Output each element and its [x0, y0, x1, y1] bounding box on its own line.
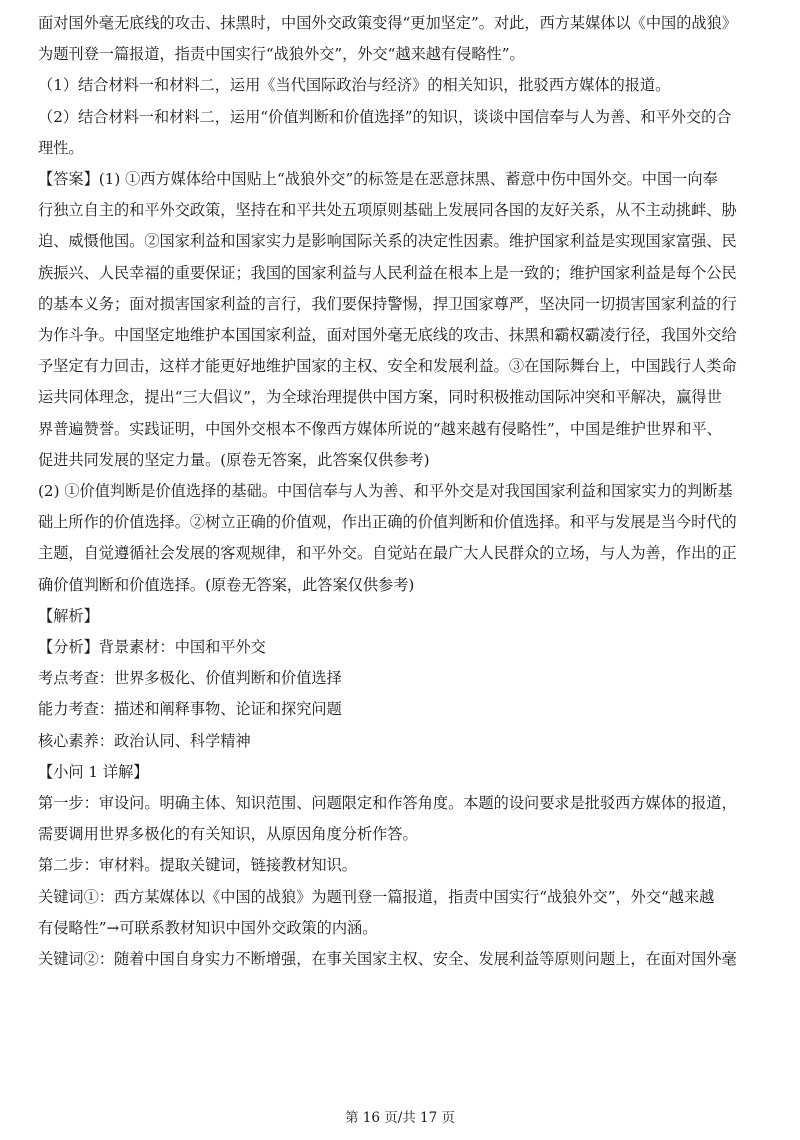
text-line: （2）结合材料一和材料二，运用“价值判断和价值选择”的知识，谈谈中国信奉与人为善、和平外交的合 — [38, 107, 732, 126]
detail-heading — [38, 757, 768, 788]
detail-keyword-1 — [38, 882, 768, 944]
analysis-heading — [38, 601, 768, 632]
analysis-suyang — [38, 726, 768, 757]
text-line: 族振兴、人民幸福的重要保证；我国的国家利益与人民利益在根本上是一致的；维护国家利益是每个公民 — [38, 263, 737, 282]
text-line: 确价值判断和价值选择。(原卷无答案，此答案仅供参考) — [38, 575, 415, 594]
text-line: 行独立自主的和平外交政策，坚持在和平共处五项原则基础上发展同各国的友好关系，从不主动挑衅、胁 — [38, 201, 737, 220]
material-paragraph — [38, 8, 768, 70]
text-line: 需要调用世界多极化的有关知识，从原因角度分析作答。 — [38, 825, 418, 844]
text-line: 为作斗争。中国坚定地维护本国国家利益，面对国外毫无底线的攻击、抹黑和霸权霸凌行径，我国外交给 — [38, 326, 737, 345]
detail-step-1 — [38, 788, 768, 850]
answer-part-1 — [38, 164, 768, 476]
text-line: 迫、威慑他国。②国家利益和国家实力是影响国际关系的决定性因素。维护国家利益是实现国家富强、民 — [38, 232, 737, 251]
text-line: 考点考查：世界多极化、价值判断和价值选择 — [38, 669, 342, 688]
text-line: 【答案】(1) ①西方媒体给中国贴上“战狼外交”的标签是在恶意抹黑、蓄意中伤中国外交。中国一向奉 — [38, 170, 718, 189]
question-2 — [38, 102, 768, 164]
text-line: 予坚定有力回击，这样才能更好地维护国家的主权、安全和发展利益。③在国际舞台上，中国践行人类命 — [38, 357, 737, 376]
text-line: 关键词①：西方某媒体以《中国的战狼》为题刊登一篇报道，指责中国实行“战狼外交”，外交“越来越 — [38, 887, 715, 906]
text-line: 【分析】背景素材：中国和平外交 — [38, 638, 266, 657]
text-line: (2) ①价值判断是价值选择的基础。中国信奉与人为善、和平外交是对我国国家利益和国家实力的判断基 — [38, 482, 733, 501]
text-line: 为题刊登一篇报道，指责中国实行“战狼外交”，外交“越来越有侵略性”。 — [38, 45, 525, 64]
text-line: 能力考查：描述和阐释事物、论证和探究问题 — [38, 700, 342, 719]
section-heading: 【解析】 — [38, 606, 99, 625]
analysis-fenxi — [38, 632, 768, 663]
text-line: 界普遍赞誉。实践证明，中国外交根本不像西方媒体所说的“越来越有侵略性”，中国是维护世界和平、 — [38, 419, 722, 438]
section-heading: 【小问 1 详解】 — [38, 762, 149, 781]
text-line: 核心素养：政治认同、科学精神 — [38, 731, 251, 750]
question-1 — [38, 70, 768, 101]
text-line: 的基本义务；面对损害国家利益的言行，我们要保持警惕，捍卫国家尊严，坚决同一切损害国家利益的行 — [38, 294, 737, 313]
text-line: 第二步：审材料。提取关键词，链接教材知识。 — [38, 856, 357, 875]
text-line: 主题，自觉遵循社会发展的客观规律，和平外交。自觉站在最广大人民群众的立场，与人为善，作出的正 — [38, 544, 737, 563]
analysis-kaodian — [38, 663, 768, 694]
text-line: 理性。 — [38, 138, 84, 157]
detail-step-2 — [38, 850, 768, 881]
text-line: 关键词②：随着中国自身实力不断增强，在事关国家主权、安全、发展利益等原则问题上，在面对国外毫 — [38, 950, 737, 969]
document-page — [38, 8, 768, 975]
text-line: （1）结合材料一和材料二，运用《当代国际政治与经济》的相关知识，批驳西方媒体的报道。 — [38, 76, 671, 95]
text-line: 促进共同发展的坚定力量。(原卷无答案，此答案仅供参考) — [38, 450, 430, 469]
analysis-nengli — [38, 694, 768, 725]
detail-keyword-2 — [38, 944, 768, 975]
page-footer — [0, 1108, 800, 1128]
text-line: 第一步：审设问。明确主体、知识范围、问题限定和作答角度。本题的设问要求是批驳西方媒体的报道， — [38, 794, 737, 813]
text-line: 面对国外毫无底线的攻击、抹黑时，中国外交政策变得“更加坚定”。对此，西方某媒体以《中国的战狼》 — [38, 14, 737, 32]
page-number: 第 16 页/共 17 页 — [344, 1110, 456, 1126]
answer-part-2 — [38, 476, 768, 601]
text-line: 础上所作的价值选择。②树立正确的价值观，作出正确的价值判断和价值选择。和平与发展是当今时代的 — [38, 513, 737, 532]
text-line: 有侵略性”→可联系教材知识中国外交政策的内涵。 — [38, 918, 378, 937]
text-line: 运共同体理念，提出“三大倡议”，为全球治理提供中国方案，同时积极推动国际冲突和平解决，赢得世 — [38, 388, 722, 407]
